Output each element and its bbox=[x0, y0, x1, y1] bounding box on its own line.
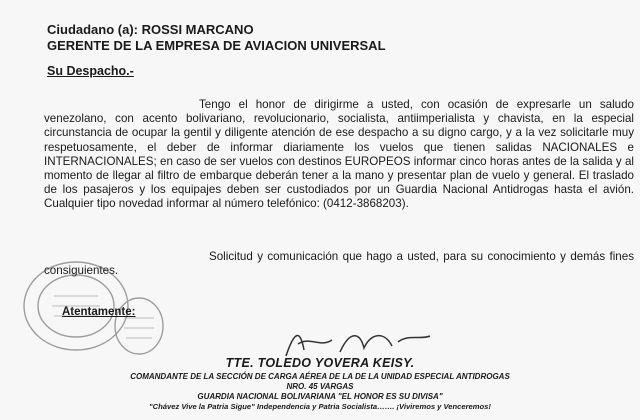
body-paragraph-1: Tengo el honor de dirigirme a usted, con ocasión de expresarle un saludo venezolano, con acento bolivariano, revolucionario, socialista, antiimperialista y chavista, en la especial circunstancia de ocupar la gentil y diligente atención de ese despacho a su digno cargo, y a la vez solicitarle muy respetuosamente, el deber de informar diariamente los vuelos que tienen salidas NACIONALES e INTERNACIONALES; en caso de ser vuelos con destinos EUROPEOS informar cinco horas antes de la salida y al momento de llegar al filtro de embarque deberán tener a la mano y presentar plan de vuelo y general. El traslado de los pasajeros y los equipajes deben ser custodiados por un Guardia Nacional Antidrogas hasta el avión. Cualquier tipo novedad informar al número telefónico: (0412-3868203). bbox=[44, 98, 634, 211]
signer-title-line: NRO. 45 VARGAS bbox=[286, 382, 354, 391]
recipient-block bbox=[47, 22, 386, 54]
closing-label: Atentamente: bbox=[62, 306, 136, 318]
salutation: Su Despacho.- bbox=[47, 64, 134, 78]
body-paragraph-2: Solicitud y comunicación que hago a usted, para su conocimiento y demás fines consiguientes. bbox=[44, 250, 634, 278]
recipient-name: Ciudadano (a): ROSSI MARCANO bbox=[47, 22, 254, 37]
signer-title-line: "Chávez Vive la Patria Sigue" Independencia y Patria Socialista……. ¡Viviremos y Venceremos! bbox=[149, 402, 491, 411]
signer-name: TTE. TOLEDO YOVERA KEISY. bbox=[225, 356, 415, 370]
signer-title-line: COMANDANTE DE LA SECCIÓN DE CARGA AÉREA DE LA DE LA UNIDAD ESPECIAL ANTIDROGAS bbox=[130, 372, 510, 381]
recipient-position: GERENTE DE LA EMPRESA DE AVIACION UNIVERSAL bbox=[47, 38, 386, 53]
signer-title-block bbox=[0, 372, 640, 412]
signer-title-line: GUARDIA NACIONAL BOLIVARIANA "EL HONOR ES SU DIVISA" bbox=[197, 392, 443, 401]
